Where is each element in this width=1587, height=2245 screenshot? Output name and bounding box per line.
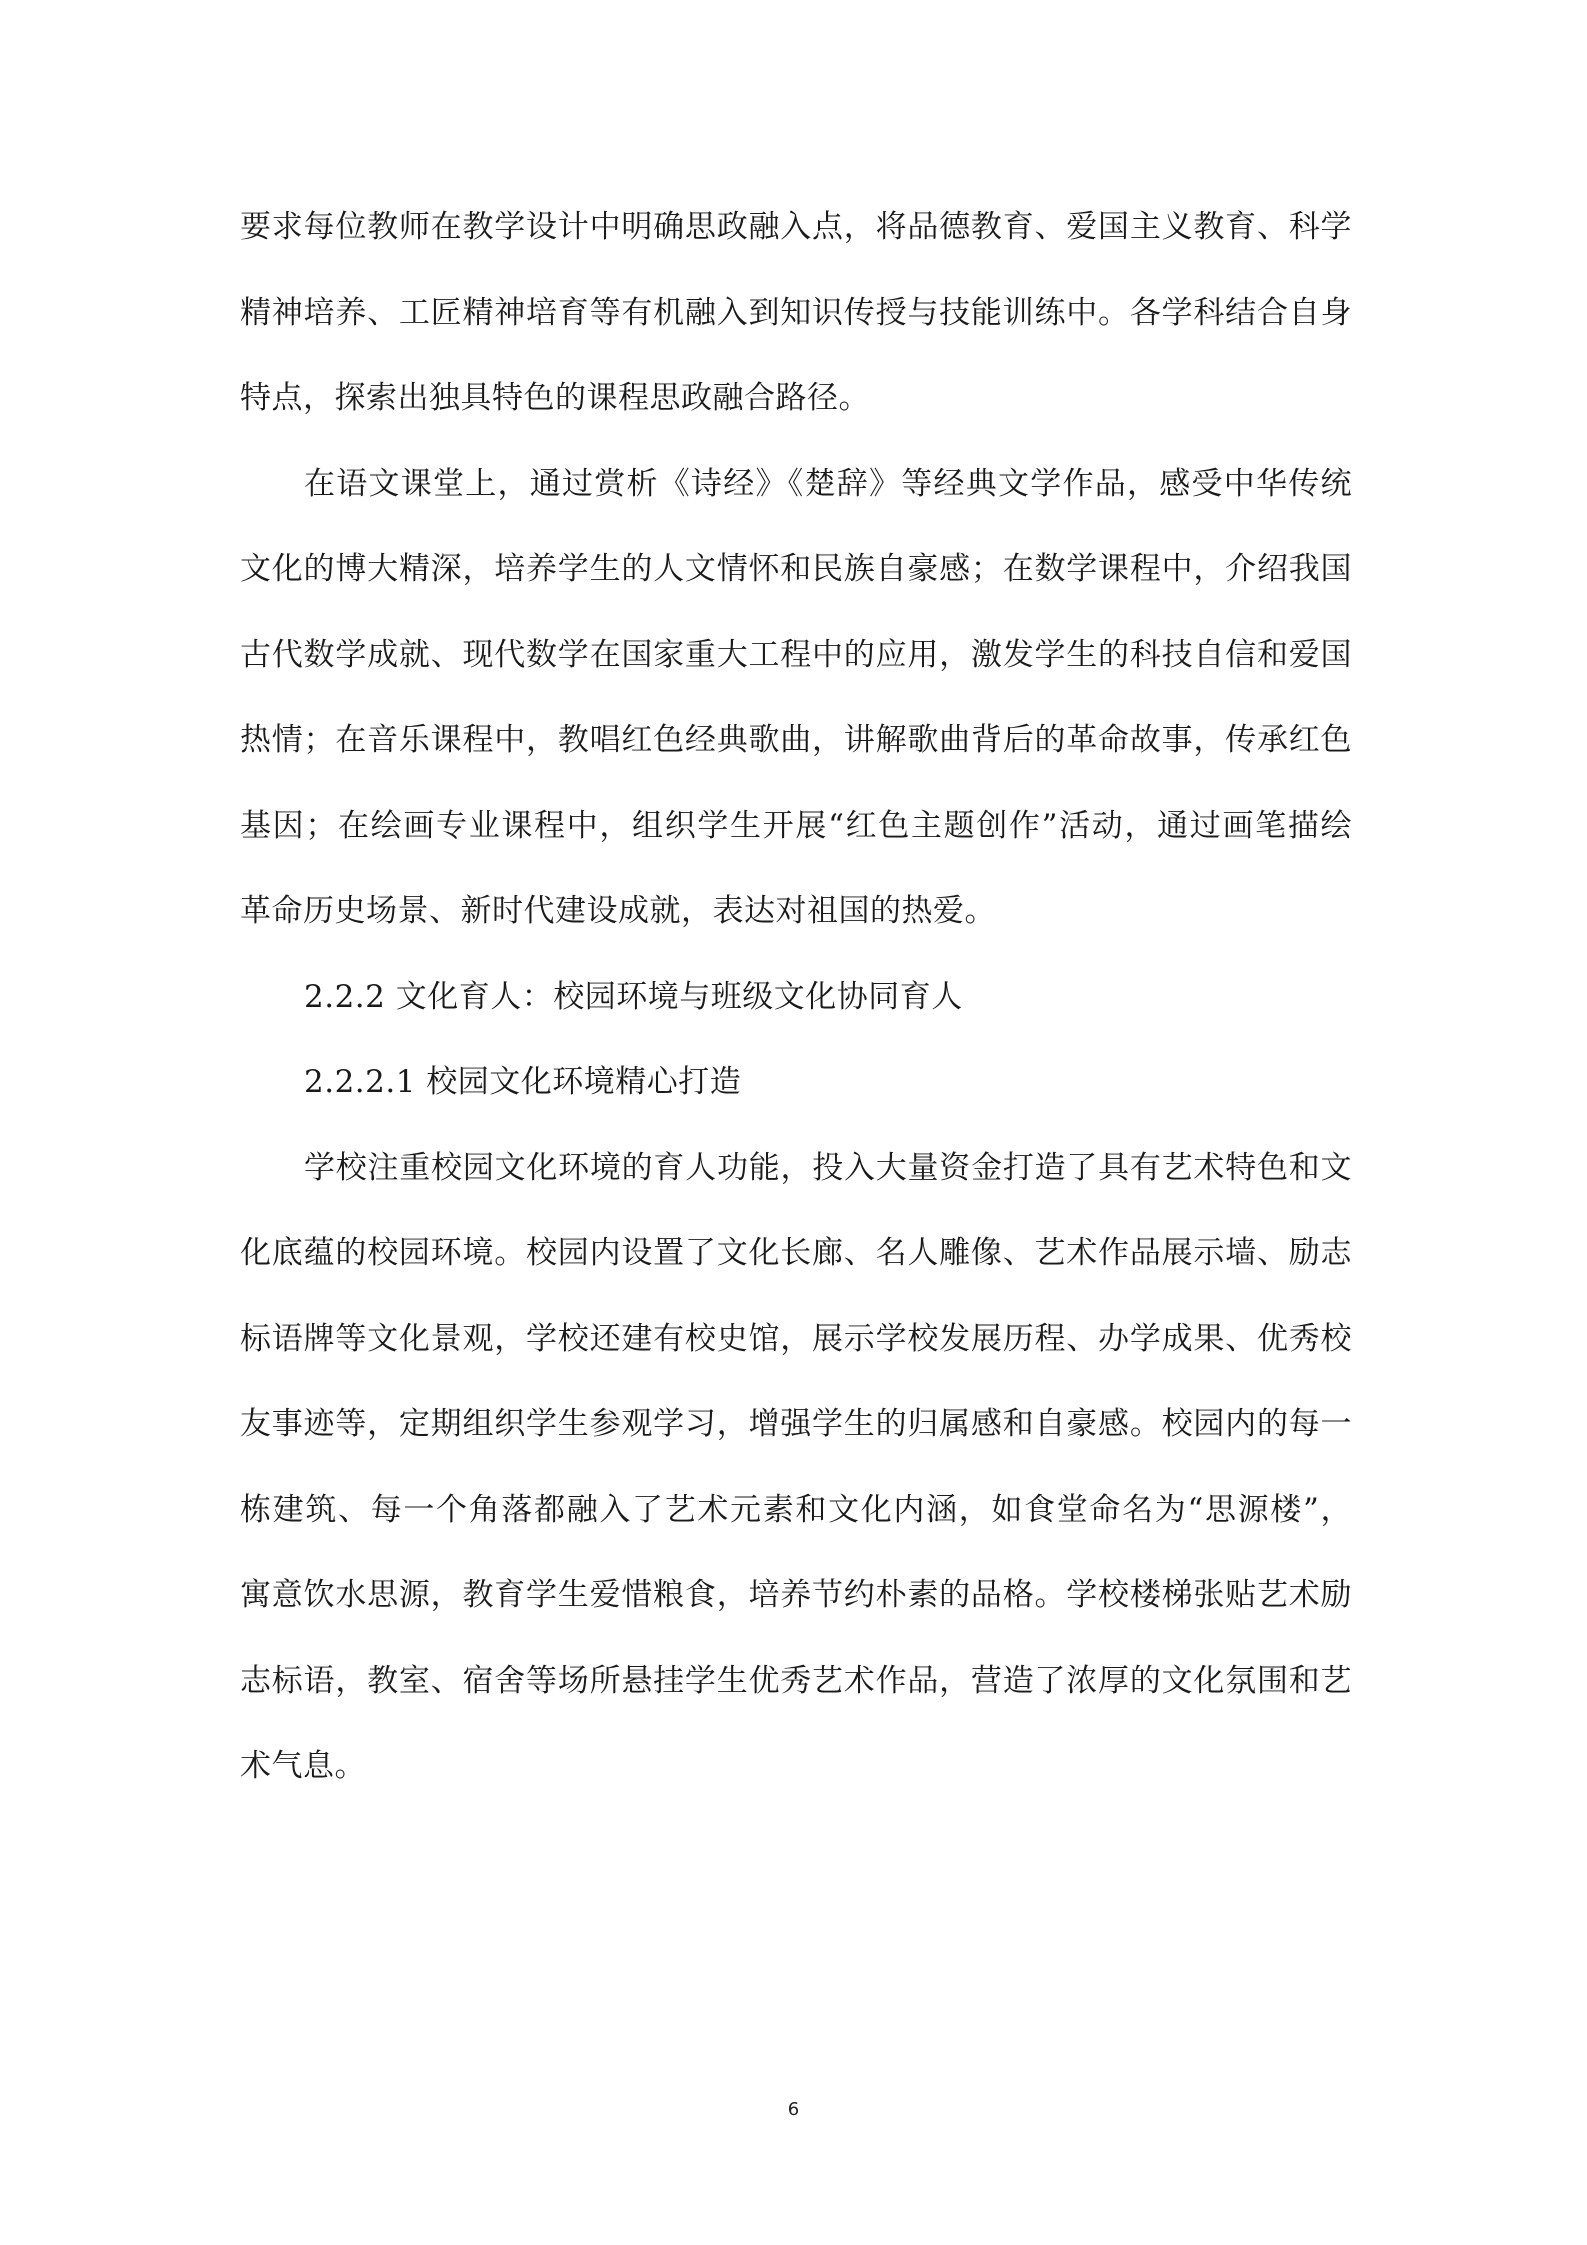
paragraph-line: 化底蕴的校园环境。校园内设置了文化长廊、名人雕像、艺术作品展示墙、励志 (240, 1235, 1352, 1271)
paragraph-line: 术气息。 (240, 1748, 366, 1784)
paragraph-line: 友事迹等，定期组织学生参观学习，增强学生的归属感和自豪感。校园内的每一 (240, 1406, 1352, 1442)
paragraph-line: 基因；在绘画专业课程中，组织学生开展“红色主题创作”活动，通过画笔描绘 (240, 807, 1352, 844)
paragraph-line: 栋建筑、每一个角落都融入了艺术元素和文化内涵，如食堂命名为“思源楼”， (240, 1491, 1352, 1528)
paragraph-line: 文化的博大精深，培养学生的人文情怀和民族自豪感；在数学课程中，介绍我国 (240, 551, 1352, 587)
paragraph-line: 在语文课堂上，通过赏析《诗经》《楚辞》等经典文学作品，感受中华传统 (304, 465, 1352, 502)
subsection-heading: 2.2.2.1 校园文化环境精心打造 (304, 1064, 742, 1100)
paragraph-line: 学校注重校园文化环境的育人功能，投入大量资金打造了具有艺术特色和文 (304, 1149, 1352, 1186)
paragraph-line: 志标语，教室、宿舍等场所悬挂学生优秀艺术作品，营造了浓厚的文化氛围和艺 (240, 1662, 1352, 1699)
paragraph-line: 革命历史场景、新时代建设成就，表达对祖国的热爱。 (240, 893, 996, 929)
paragraph-line: 热情；在音乐课程中，教唱红色经典歌曲，讲解歌曲背后的革命故事，传承红色 (240, 722, 1352, 758)
paragraph-line: 要求每位教师在教学设计中明确思政融入点，将品德教育、爱国主义教育、科学 (240, 209, 1352, 245)
body-text (240, 205, 1352, 1830)
paragraph-line: 精神培养、工匠精神培育等有机融入到知识传授与技能训练中。各学科结合自身 (240, 294, 1352, 331)
section-heading: 2.2.2 文化育人：校园环境与班级文化协同育人 (304, 978, 963, 1015)
paragraph-line: 古代数学成就、现代数学在国家重大工程中的应用，激发学生的科技自信和爱国 (240, 636, 1352, 673)
page-number: 6 (787, 2099, 800, 2120)
paragraph-line: 特点，探索出独具特色的课程思政融合路径。 (240, 380, 870, 416)
paragraph-line: 标语牌等文化景观，学校还建有校史馆，展示学校发展历程、办学成果、优秀校 (240, 1320, 1352, 1357)
paragraph-line: 寓意饮水思源，教育学生爱惜粮食，培养节约朴素的品格。学校楼梯张贴艺术励 (240, 1577, 1352, 1613)
